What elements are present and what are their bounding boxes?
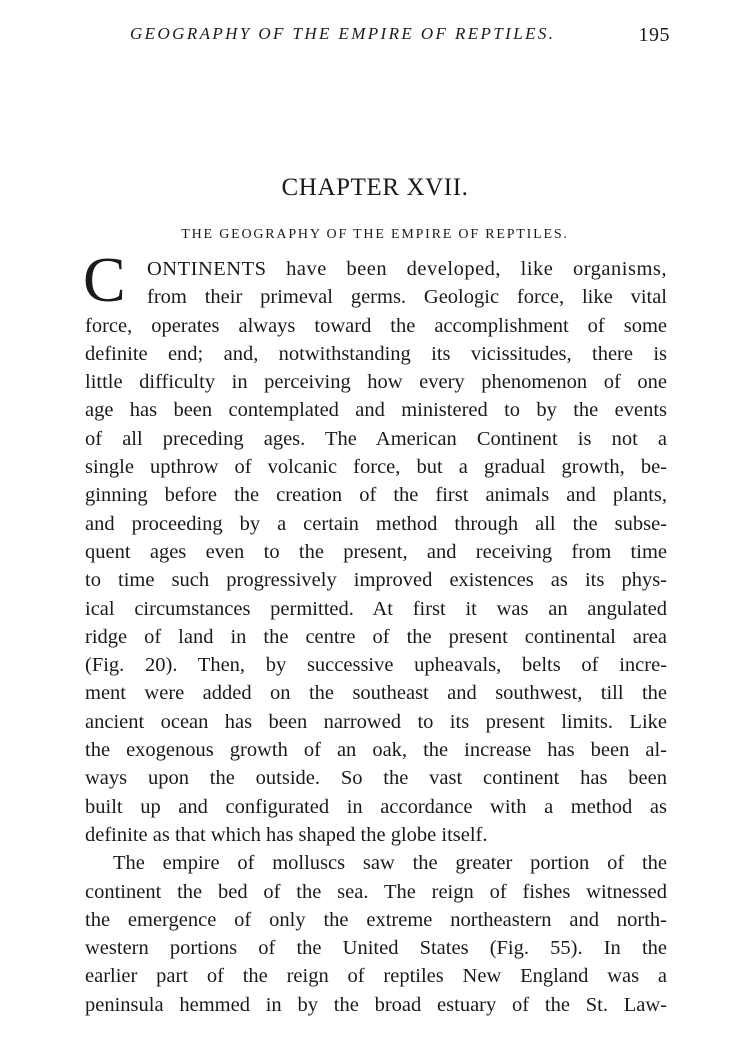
text-line: western portions of the United States (Fig. 55). In the bbox=[85, 937, 667, 960]
text-line: age has been contemplated and ministered to by the events bbox=[85, 399, 667, 422]
text-line: ical circumstances permitted. At first it was an angulated bbox=[85, 597, 667, 620]
text-line: ginning before the creation of the first animals and plants, bbox=[85, 484, 667, 507]
running-head bbox=[130, 20, 670, 50]
page-number: 195 bbox=[638, 24, 670, 46]
text-line: to time such progressively improved existences as its phys- bbox=[85, 569, 667, 592]
running-title: GEOGRAPHY OF THE EMPIRE OF REPTILES. bbox=[130, 24, 556, 43]
text-line: quent ages even to the present, and receiving from time bbox=[85, 540, 667, 563]
text-line: continent the bed of the sea. The reign of fishes witnessed bbox=[85, 880, 667, 903]
chapter-subtitle: THE GEOGRAPHY OF THE EMPIRE OF REPTILES. bbox=[181, 227, 569, 242]
text-line: earlier part of the reign of reptiles New England was a bbox=[85, 965, 667, 988]
text-line: (Fig. 20). Then, by successive upheavals, belts of incre- bbox=[85, 654, 667, 677]
text-line: the emergence of only the extreme northeastern and north- bbox=[85, 908, 667, 931]
text-line: definite as that which has shaped the globe itself. bbox=[85, 823, 488, 846]
text-line: peninsula hemmed in by the broad estuary of the St. Law- bbox=[85, 993, 667, 1016]
text-line: ancient ocean has been narrowed to its present limits. Like bbox=[85, 710, 667, 733]
chapter-heading: CHAPTER XVII. bbox=[281, 174, 469, 201]
body-text bbox=[85, 255, 667, 1019]
text-line: ONTINENTS have been developed, like organisms, bbox=[147, 258, 667, 280]
text-line: The empire of molluscs saw the greater portion of the bbox=[113, 852, 667, 875]
text-line: force, operates always toward the accomplishment of some bbox=[85, 314, 667, 337]
text-line: the exogenous growth of an oak, the increase has been al- bbox=[85, 739, 667, 762]
text-line: of all preceding ages. The American Continent is not a bbox=[85, 427, 667, 450]
text-line: ment were added on the southeast and southwest, till the bbox=[85, 682, 667, 705]
text-line: ridge of land in the centre of the present continental area bbox=[85, 625, 667, 648]
text-line: ways upon the outside. So the vast continent has been bbox=[85, 767, 667, 790]
text-line: little difficulty in perceiving how every phenomenon of one bbox=[85, 371, 667, 394]
text-line: built up and configurated in accordance with a method as bbox=[85, 795, 667, 818]
drop-cap: C bbox=[83, 244, 126, 315]
text-line: definite end; and, notwithstanding its vicissitudes, there is bbox=[85, 342, 667, 365]
text-line: single upthrow of volcanic force, but a gradual growth, be- bbox=[85, 456, 667, 479]
text-line: from their primeval germs. Geologic force, like vital bbox=[147, 286, 667, 309]
text-line: and proceeding by a certain method through all the subse- bbox=[85, 512, 667, 535]
